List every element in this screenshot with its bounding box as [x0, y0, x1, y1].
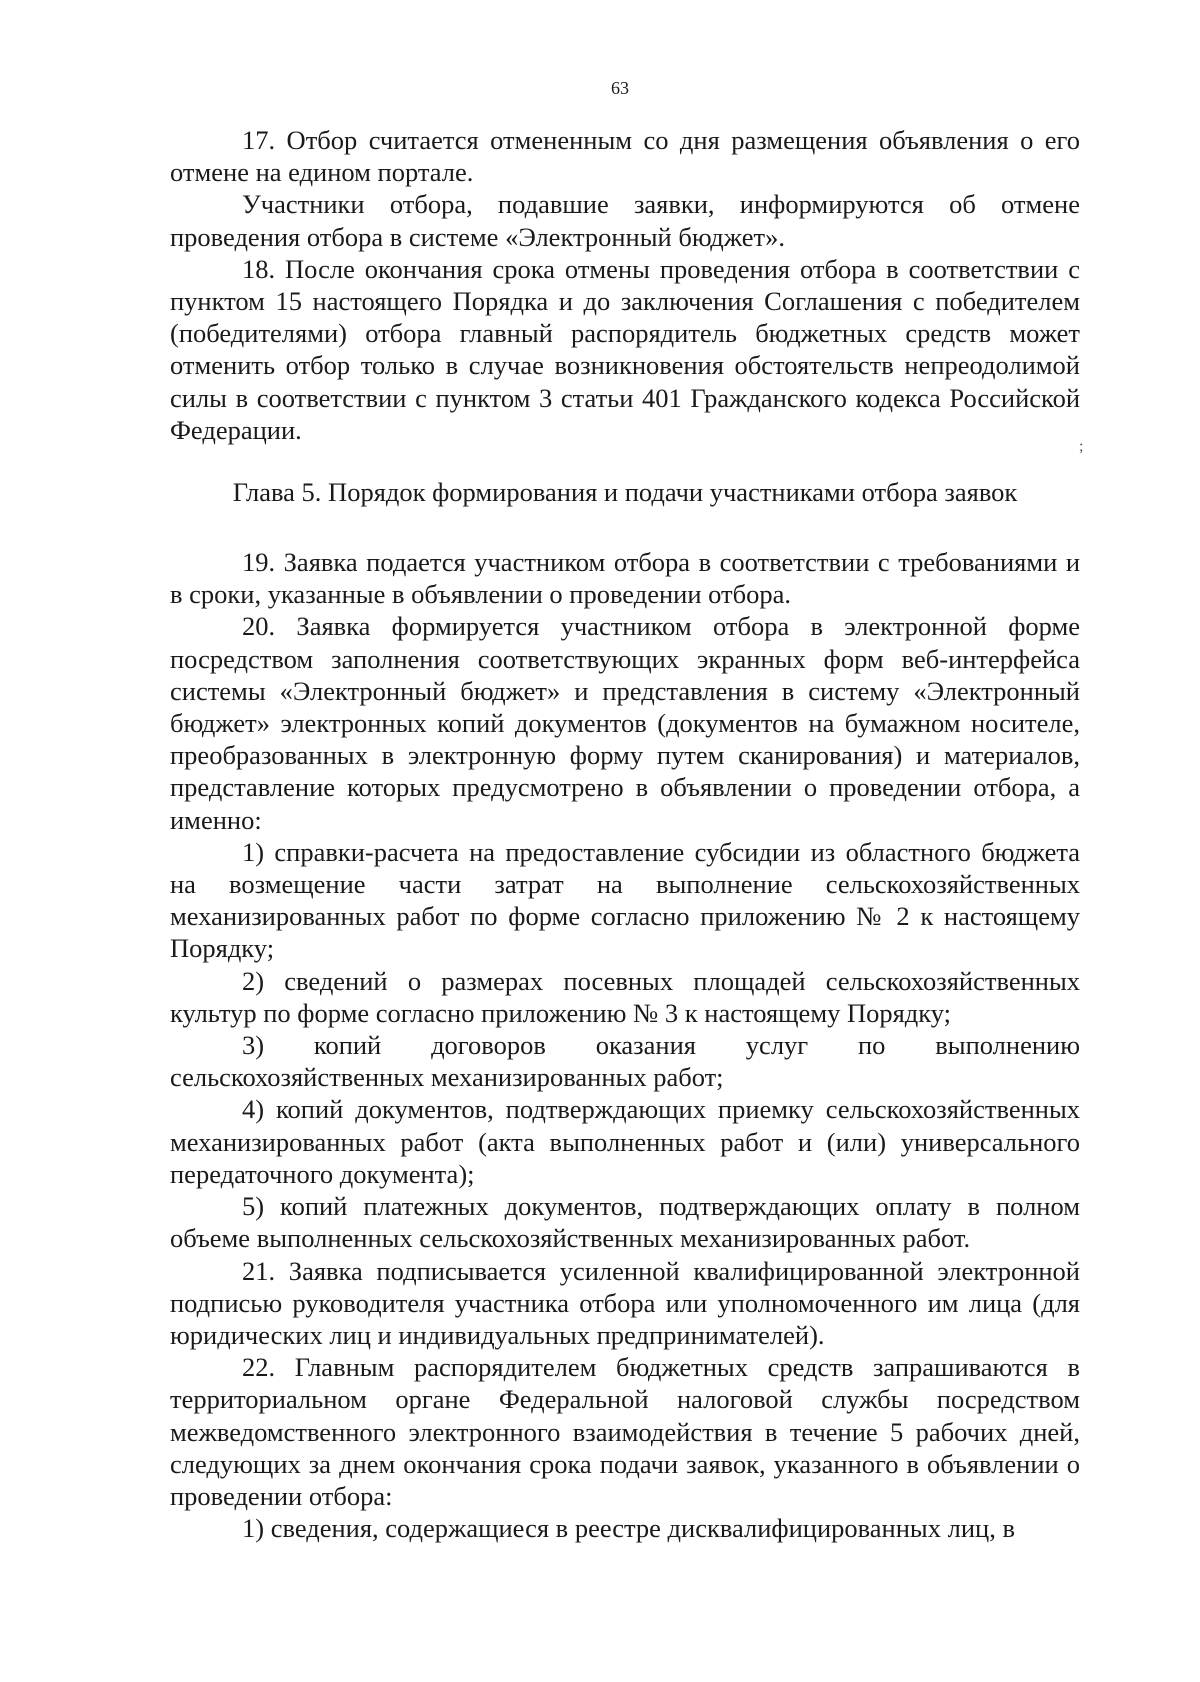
page-number: 63 — [611, 78, 629, 98]
chapter-title: Глава 5. Порядок формирования и подачи участниками отбора заявок — [232, 477, 1018, 508]
paragraph-17-participants: Участники отбора, подавшие заявки, информируются об отмене проведения отбора в системе «Электронный бюджет». — [170, 189, 1080, 252]
paragraph-18: 18. После окончания срока отмены проведения отбора в соответствии с пунктом 15 настоящего Порядка и до заключения Соглашения с победителем (победителями) отбора главный распорядитель бюджетных средств может отменить отбор только в случае возникновения обстоятельств непреодолимой силы в соответствии с пунктом 3 статьи 401 Гражданского кодекса Российской Федерации. — [170, 253, 1080, 445]
list-item-20-1: 1) справки-расчета на предоставление субсидии из областного бюджета на возмещение части затрат на выполнение сельскохозяйственных механизированных работ по форме согласно приложению № 2 к настоящему Порядку; — [170, 836, 1080, 964]
list-item-20-5: 5) копий платежных документов, подтверждающих оплату в полном объеме выполненных сельскохозяйственных механизированных работ. — [170, 1191, 1080, 1254]
list-item-22-1: 1) сведения, содержащиеся в реестре дисквалифицированных лиц, в — [242, 1513, 1015, 1544]
paragraph-17: 17. Отбор считается отмененным со дня размещения объявления о его отмене на едином портале. — [170, 125, 1080, 188]
stray-mark: ; — [1079, 438, 1084, 455]
list-item-20-4: 4) копий документов, подтверждающих приемку сельскохозяйственных механизированных работ (акта выполненных работ и (или) универсального передаточного документа); — [170, 1094, 1080, 1189]
paragraph-22: 22. Главным распорядителем бюджетных средств запрашиваются в территориальном органе Федеральной налоговой службы посредством межведомственного электронного взаимодействия в течение 5 рабочих дней, следующих за днем окончания срока подачи заявок, указанного в объявлении о проведении отбора: — [170, 1352, 1080, 1511]
document-body — [170, 124, 1080, 1544]
paragraph-20: 20. Заявка формируется участником отбора в электронной форме посредством заполнения соответствующих экранных форм веб-интерфейса системы «Электронный бюджет» и представления в систему «Электронный бюджет» электронных копий документов (документов на бумажном носителе, преобразованных в электронную форму путем сканирования) и материалов, представление которых предусмотрено в объявлении о проведении отбора, а именно: — [170, 611, 1080, 835]
paragraph-19: 19. Заявка подается участником отбора в соответствии с требованиями и в сроки, указанные в объявлении о проведении отбора. — [170, 547, 1080, 610]
paragraph-21: 21. Заявка подписывается усиленной квалифицированной электронной подписью руководителя участника отбора или уполномоченного им лица (для юридических лиц и индивидуальных предпринимателей). — [170, 1255, 1080, 1350]
list-item-20-3: 3) копий договоров оказания услуг по выполнению сельскохозяйственных механизированных работ; — [170, 1030, 1080, 1093]
list-item-20-2: 2) сведений о размерах посевных площадей сельскохозяйственных культур по форме согласно приложению № 3 к настоящему Порядку; — [170, 965, 1080, 1028]
